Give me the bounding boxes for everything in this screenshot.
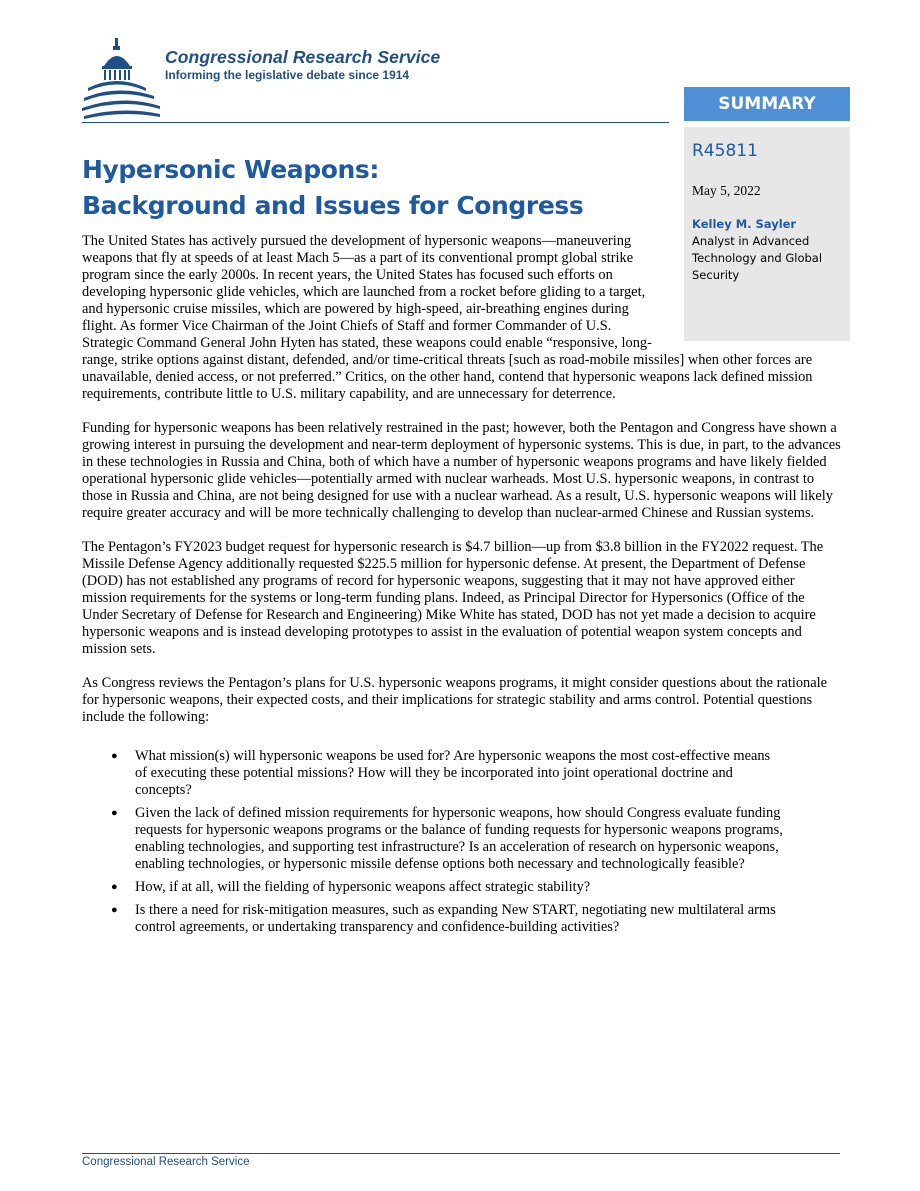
list-item [82, 748, 785, 799]
question-list [82, 748, 842, 936]
summary-label: SUMMARY [684, 87, 850, 121]
paragraph: The United States has actively pursued the development of hypersonic weapons—maneuvering weapons that fly at speeds of at least Mach 5—as a part of its conventional prompt global strike program since the early 2000s. In recent years, the United States has focused such efforts on developing hypersonic glide vehicles, which are launched from a rocket before gliding to a target, and hypersonic cruise missiles, which are powered by high-speed, air-breathing engines during flight. As former Vice Chairman of the Joint Chiefs of Staff and former Commander of U.S. Strategic Command General John Hyten has stated, these weapons could enable “responsive, long-range, strike options against distant, defended, and/or time-critical threats [such as road-mobile missiles] when other forces are unavailable, denied access, or not preferred.” Critics, on the other hand, contend that hypersonic weapons lack defined mission requirements, contribute little to U.S. military capability, and are unnecessary for deterrence. [82, 233, 813, 402]
report-number: R45811 [692, 141, 758, 161]
report-date: May 5, 2022 [692, 183, 761, 198]
list-item-text: How, if at all, will the fielding of hypersonic weapons affect strategic stability? [135, 879, 591, 895]
org-name: Congressional Research Service [165, 47, 441, 67]
list-item [82, 902, 785, 936]
org-tagline: Informing the legislative debate since 1914 [165, 68, 410, 82]
list-item-text: What mission(s) will hypersonic weapons be used for? Are hypersonic weapons the most cost-effective means of executing these potential missions? How will they be incorporated into joint operational doctrine and concepts? [135, 748, 771, 798]
bullet-icon: ● [111, 881, 118, 893]
paragraph: The Pentagon’s FY2023 budget request for hypersonic research is $4.7 billion—up from $3.8 billion in the FY2022 request. The Missile Defense Agency additionally requested $225.5 million for hypersonic defense. At present, the Department of Defense (DOD) has not established any programs of record for hypersonic weapons, suggesting that it may not have approved either mission requirements for the systems or long-term funding plans. Indeed, as Principal Director for Hypersonics (Office of the Under Secretary of Defense for Research and Engineering) Mike White has stated, DOD has not yet made a decision to acquire hypersonic weapons and is instead developing prototypes to assist in the evaluation of potential weapon system concepts and mission sets. [82, 539, 824, 657]
title-line-2: Background and Issues for Congress [82, 191, 584, 220]
bullet-icon: ● [111, 904, 118, 916]
capitol-dome-icon [82, 36, 162, 122]
title-line-1: Hypersonic Weapons: [82, 155, 380, 184]
header-divider [82, 122, 669, 123]
list-item-text: Is there a need for risk-mitigation measures, such as expanding New START, negotiating new multilateral arms control agreements, or undertaking transparency and confidence-building activities? [135, 902, 776, 935]
paragraph: As Congress reviews the Pentagon’s plans for U.S. hypersonic weapons programs, it might consider questions about the rationale for hypersonic weapons, their expected costs, and their implications for strategic stability and arms control. Potential questions include the following: [82, 675, 827, 725]
list-item-text: Given the lack of defined mission requirements for hypersonic weapons, how should Congress evaluate funding requests for hypersonic weapons programs or the balance of funding requests for hypersonic weapons programs, enabling technologies, and supporting test infrastructure? Is an acceleration of research on hypersonic weapons, enabling technologies, or hypersonic missile defense options both necessary and technologically feasible? [135, 805, 783, 872]
paragraph: Funding for hypersonic weapons has been relatively restrained in the past; however, both the Pentagon and Congress have shown a growing interest in pursuing the development and near-term deployment of hypersonic systems. This is due, in part, to the advances in these technologies in Russia and China, both of which have a number of hypersonic weapons programs and have likely fielded operational hypersonic glide vehicles—potentially armed with nuclear warheads. Most U.S. hypersonic weapons, in contrast to those in Russia and China, are not being designed for use with a nuclear warhead. As a result, U.S. hypersonic weapons will likely require greater accuracy and will be more technically challenging to develop than nuclear-armed Chinese and Russian systems. [82, 420, 841, 521]
bullet-icon: ● [111, 807, 118, 819]
author-name: Kelley M. Sayler [692, 217, 797, 231]
footer-text: Congressional Research Service [82, 1156, 250, 1168]
bullet-icon: ● [111, 750, 118, 762]
list-item [82, 879, 785, 896]
footer-divider [82, 1153, 840, 1154]
list-item [82, 805, 785, 873]
page-title [82, 152, 583, 224]
author-title: Analyst in Advanced Technology and Global Security [692, 234, 823, 282]
summary-body [82, 233, 842, 942]
